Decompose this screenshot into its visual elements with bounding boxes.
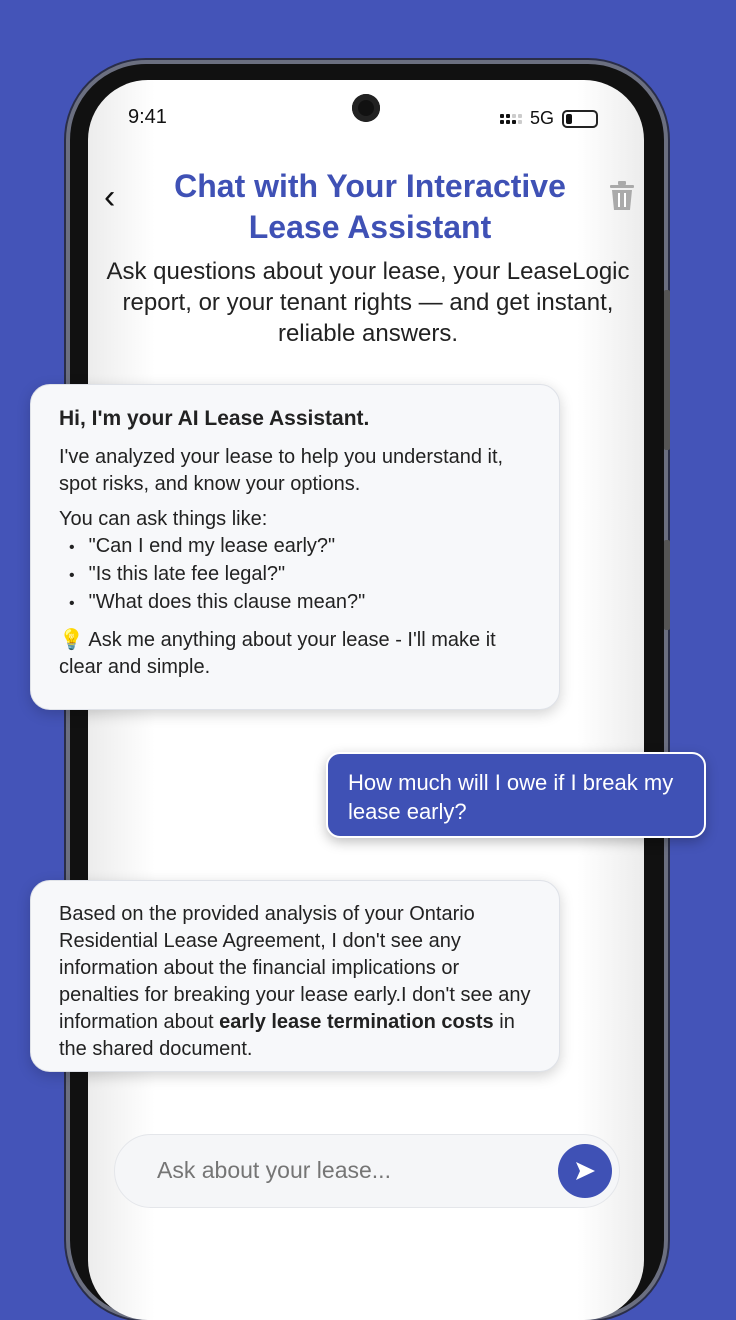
example-item: • "Is this late fee legal?"	[69, 561, 531, 589]
reply-text: Based on the provided analysis of your Ontario Residential Lease Agreement, I don't see any information about the financial implications or penalties for breaking your lease early.I don't see any information about	[59, 903, 531, 1033]
examples-label: You can ask things like:	[59, 508, 268, 530]
page-title: Chat with Your Interactive Lease Assistant	[174, 168, 566, 245]
trash-icon[interactable]	[608, 180, 636, 212]
volume-button	[664, 290, 670, 450]
welcome-heading: Hi, I'm your AI Lease Assistant.	[59, 407, 370, 430]
lightbulb-icon: 💡	[59, 629, 84, 651]
power-button	[664, 540, 670, 630]
welcome-tip	[59, 627, 531, 681]
status-time: 9:41	[128, 106, 167, 128]
example-item: • "Can I end my lease early?"	[69, 533, 531, 561]
tip-text: Ask me anything about your lease - I'll make it clear and simple.	[59, 629, 496, 678]
page-subtitle: Ask questions about your lease, your LeaseLogic report, or your tenant rights — and get instant, reliable answers.	[106, 258, 630, 347]
battery-icon	[562, 110, 598, 128]
assistant-welcome-message	[30, 384, 560, 710]
status-icons	[500, 108, 598, 129]
chat-input[interactable]	[157, 1157, 537, 1184]
chat-input-bar	[114, 1134, 620, 1208]
camera	[352, 94, 380, 122]
back-button[interactable]: ‹	[104, 178, 116, 216]
welcome-intro: I've analyzed your lease to help you understand it, spot risks, and know your options.	[59, 446, 504, 495]
examples-list	[69, 533, 531, 617]
send-icon	[573, 1159, 597, 1183]
assistant-reply-message	[30, 880, 560, 1072]
user-message: How much will I owe if I break my lease early?	[326, 752, 706, 838]
reply-bold: early lease termination costs	[219, 1011, 494, 1033]
send-button[interactable]	[558, 1144, 612, 1198]
example-item: • "What does this clause mean?"	[69, 589, 531, 617]
reply-end: in the shared document.	[59, 1011, 515, 1060]
network-label: 5G	[530, 108, 555, 128]
signal-icon	[500, 114, 522, 124]
